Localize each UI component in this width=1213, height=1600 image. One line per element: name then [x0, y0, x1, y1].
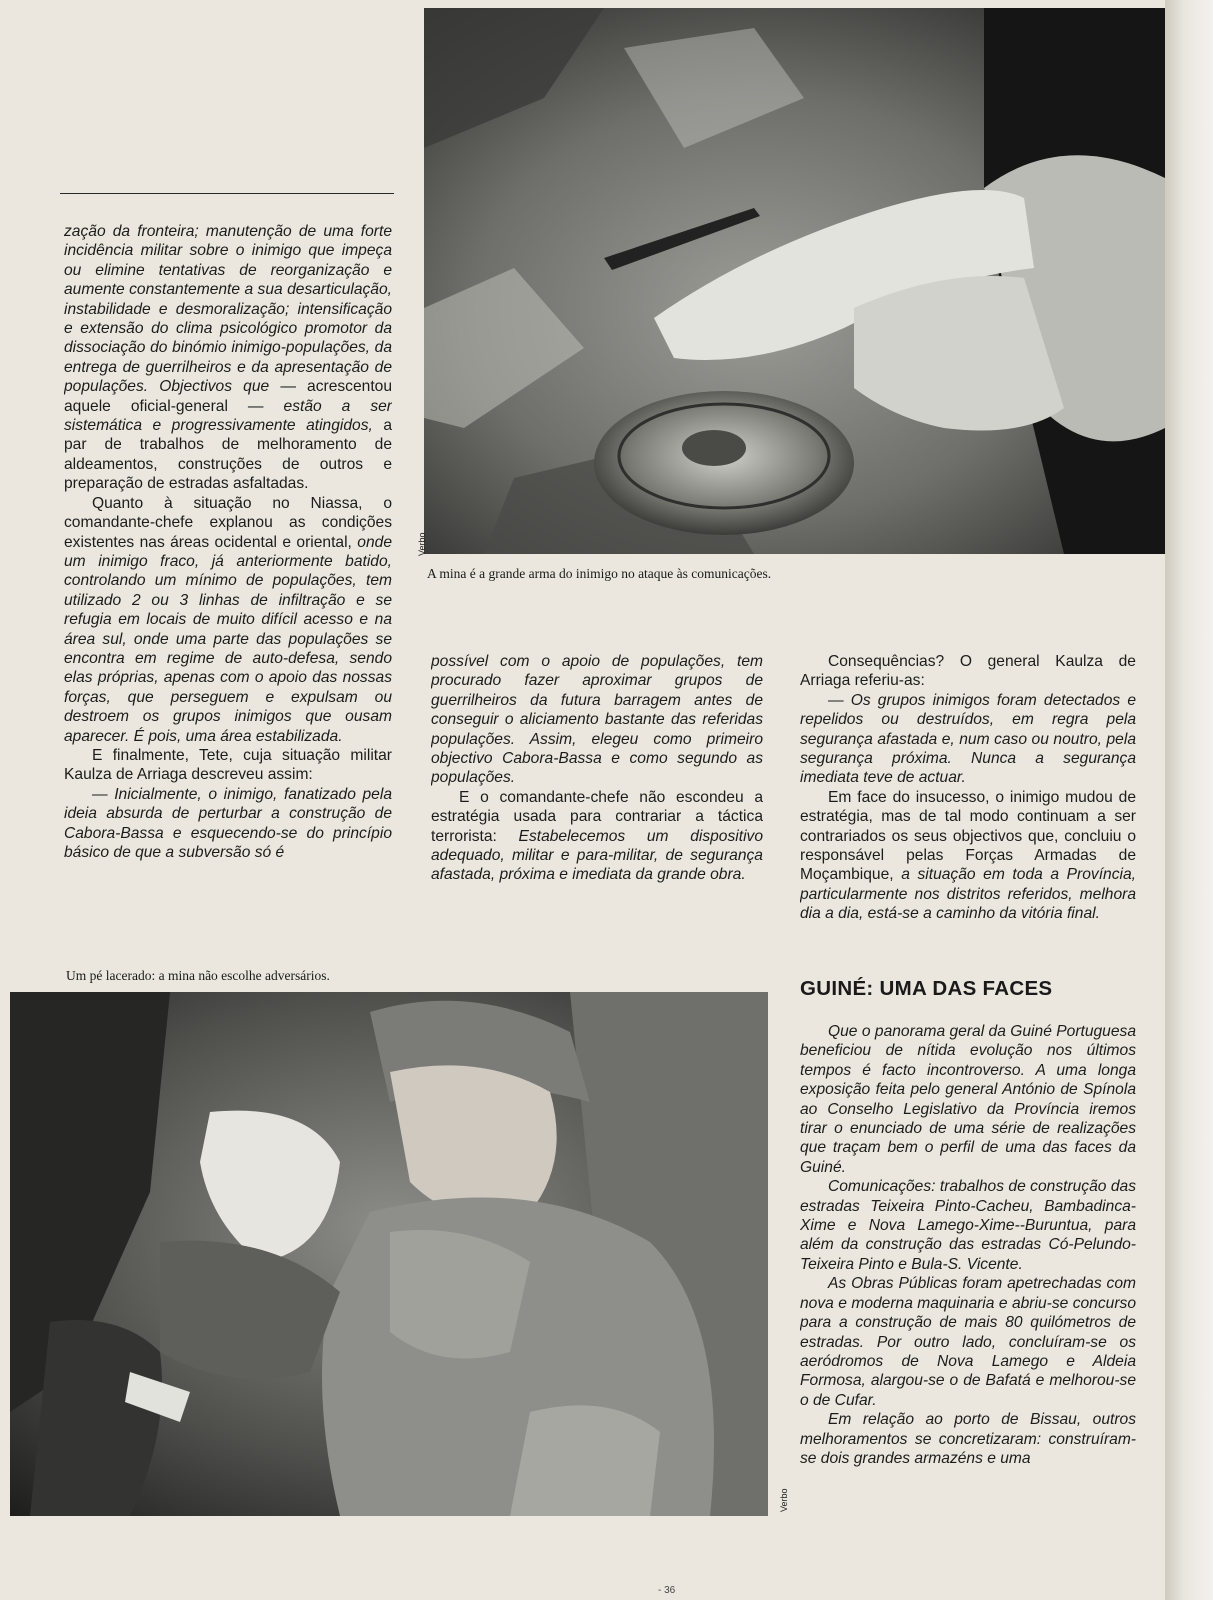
photo-landmine-credit: Verbo	[417, 532, 427, 556]
col3-p6-italic: As Obras Públicas foram apetrechadas com nova e moderna maquinaria e abriu-se concurso para a construção de mais 80 quilómetros de estradas. Por outro lado, concluíram-se os aeródromos de Nova Lamego e Aldeia Formosa, alargou-se o de Bafatá e melhorou-se o de Cufar.	[800, 1275, 1136, 1409]
section-heading-guine: GUINÉ: UMA DAS FACES	[800, 977, 1053, 1000]
col3-paragraph-5	[800, 1177, 1136, 1274]
col1-p1-roman-2: a par de trabalhos de melhoramento de aldeamentos, construções de outros e preparação de estradas asfaltadas.	[64, 417, 392, 493]
col1-paragraph-4	[64, 785, 392, 863]
column-rule	[60, 193, 394, 194]
col1-p1-italic-2: estão a ser sistemática e progressivamente atingidos,	[64, 397, 392, 435]
article-column-3-top	[800, 652, 1136, 954]
col1-p1-roman: — acrescentou aquele oficial-general —	[64, 378, 392, 415]
col2-paragraph-2	[431, 788, 763, 885]
col3-p5-italic: Comunicações: trabalhos de construção das estradas Teixeira Pinto-Cacheu, Bambadinca-Xime e Nova Lamego-Xime--Buruntua, para além da construção das estradas Có-Pelundo-Teixeira Pinto e Bula-S. Vicente.	[800, 1178, 1136, 1273]
photo-landmine	[424, 8, 1165, 554]
col3-p3-roman: Em face do insucesso, o inimigo mudou de estratégia, mas de tal modo continuam a ser contrariados os seus objectivos que, concluiu o responsável pelas Forças Armadas de Moçambique,	[800, 788, 1136, 884]
col3-p3-italic: a situação em toda a Província, particularmente nos distritos referidos, melhora dia a dia, está-se a caminho da vitória final.	[800, 866, 1136, 923]
col2-p2-italic: Estabelecemos um dispositivo adequado, militar e para-militar, de segurança afastada, próxima e imediata da grande obra.	[431, 827, 763, 884]
col2-p2-roman: E o comandante-chefe não escondeu a estratégia usada para contrariar a táctica terrorista:	[431, 788, 763, 845]
photo-landmine-caption: A mina é a grande arma do inimigo no ataque às comunicações.	[427, 566, 772, 581]
col2-p1-italic: possível com o apoio de populações, tem procurado fazer aproximar grupos de guerrilheiros da futura barragem antes de conseguir o aliciamento bastante das referidas populações. Assim, elegeu como primeiro objectivo Cabora-Bassa e como segundo as populações.	[431, 653, 763, 787]
col3-paragraph-2	[800, 691, 1136, 788]
col1-p4-italic: — Inicialmente, o inimigo, fanatizado pela ideia absurda de perturbar a construção de Cabora-Bassa e esquecendo-se do princípio básico de que a subversão só é	[64, 785, 392, 861]
col1-paragraph-3: E finalmente, Tete, cuja situação militar Kaulza de Arriaga descreveu assim:	[64, 746, 392, 784]
col1-p2-roman: Quanto à situação no Niassa, o comandante-chefe explanou as condições existentes nas áreas ocidental e oriental,	[64, 494, 392, 551]
col3-p4-italic: Que o panorama geral da Guiné Portuguesa beneficiou de nítida evolução nos últimos tempos é facto incontroverso. A uma longa exposição feita pelo general António de Spínola ao Conselho Legislativo da Província iremos tirar o enunciado de uma série de realizações que traçam bem o perfil de uma das faces da Guiné.	[800, 1023, 1136, 1176]
col1-paragraph-2	[64, 494, 392, 746]
col3-p7-italic: Em relação ao porto de Bissau, outros melhoramentos se concretizaram: construíram-se dois grandes armazéns e uma	[800, 1411, 1136, 1467]
photo-wounded-soldier	[10, 992, 768, 1516]
col2-paragraph-1	[431, 652, 763, 788]
col3-paragraph-1: Consequências? O general Kaulza de Arriaga referiu-as:	[800, 653, 1136, 690]
col1-paragraph-1	[64, 222, 392, 494]
photo-landmine-image	[424, 8, 1165, 554]
col3-p2-italic: — Os grupos inimigos foram detectados e repelidos ou destruídos, em regra pela segurança afastada e, num caso ou noutro, pela segurança próxima. Nunca a segurança imediata teve de actuar.	[800, 691, 1136, 787]
col3-paragraph-6	[800, 1274, 1136, 1410]
article-column-2	[431, 652, 763, 914]
col3-paragraph-7	[800, 1410, 1136, 1468]
photo-wounded-caption: Um pé lacerado: a mina não escolhe adversários.	[66, 968, 330, 983]
next-page-edge	[1165, 0, 1213, 1600]
article-column-3-bottom	[800, 1022, 1136, 1522]
page-number: - 36	[658, 1585, 676, 1596]
col3-paragraph-4	[800, 1022, 1136, 1177]
photo-wounded-soldier-image	[10, 992, 768, 1516]
col3-paragraph-3	[800, 788, 1136, 924]
col1-p2-italic: onde um inimigo fraco, já anteriormente batido, controlando um mínimo de populações, tem utilizado 2 ou 3 linhas de infiltração e se refugia em locais de muito difícil acesso e na área sul, onde uma parte das populações se encontra em regime de auto-defesa, sendo elas próprias, apenas com o apoio das nossas forças, que perseguem e expulsam ou destroem os grupos inimigos que ousam aparecer. É pois, uma área estabilizada.	[64, 533, 392, 745]
article-column-1	[64, 222, 392, 914]
col1-p1-italic: zação da fronteira; manutenção de uma forte incidência militar sobre o inimigo que impeça ou elimine tentativas de reorganização e aumente constantemente a sua desarticulação, instabilidade e desmoralização; intensificação e extensão do clima psicológico promotor da dissociação do binómio inimigo-populações, da entrega de guerrilheiros e da apresentação de populações. Objectivos que	[64, 223, 392, 396]
photo-wounded-credit: Verbo	[779, 1488, 789, 1512]
